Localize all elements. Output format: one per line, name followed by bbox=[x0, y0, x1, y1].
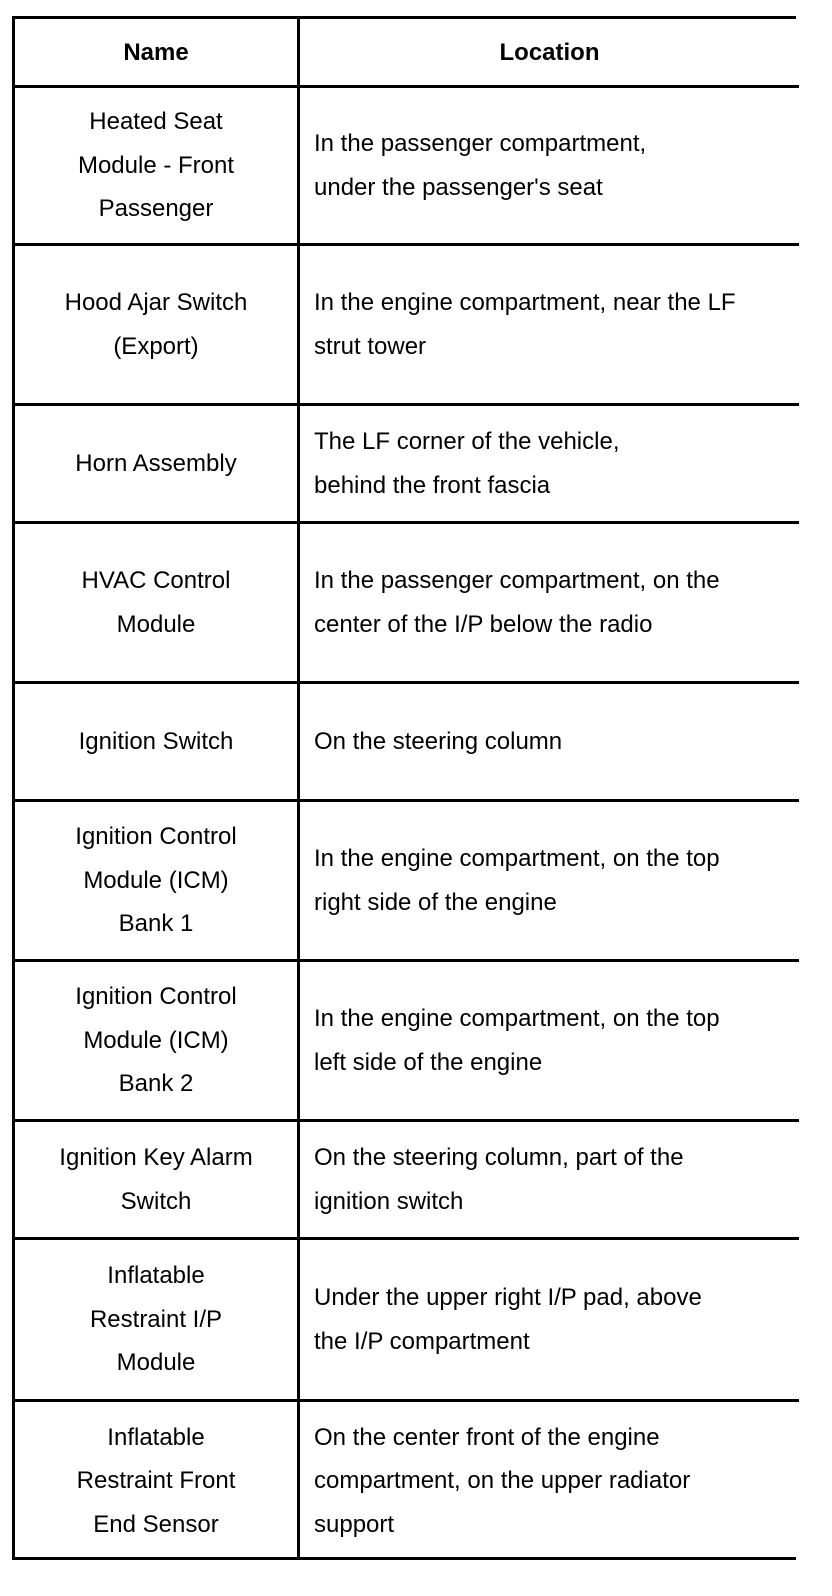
component-name: Inflatable Restraint Front End Sensor bbox=[76, 1423, 236, 1538]
component-location: On the steering column, part of the ignition switch bbox=[314, 1144, 684, 1215]
component-name: Ignition Control Module (ICM) Bank 1 bbox=[75, 823, 237, 938]
table-row bbox=[15, 403, 799, 521]
component-location: In the passenger compartment, on the center of the I/P below the radio bbox=[314, 567, 720, 638]
component-name: Horn Assembly bbox=[75, 449, 237, 477]
component-name: Ignition Control Module (ICM) Bank 2 bbox=[75, 983, 237, 1098]
component-location: In the passenger compartment, under the passenger's seat bbox=[314, 130, 647, 201]
component-location: In the engine compartment, on the top left side of the engine bbox=[314, 1005, 720, 1076]
table-row bbox=[15, 521, 799, 681]
component-name: HVAC Control Module bbox=[81, 567, 231, 638]
component-location: In the engine compartment, on the top right side of the engine bbox=[314, 845, 720, 916]
header-location: Location bbox=[499, 39, 600, 67]
table-row bbox=[15, 959, 799, 1119]
component-location: On the steering column bbox=[314, 727, 563, 755]
component-location: In the engine compartment, near the LF strut tower bbox=[314, 289, 736, 360]
component-name: Ignition Switch bbox=[78, 727, 234, 755]
component-name: Heated Seat Module - Front Passenger bbox=[77, 108, 235, 223]
table-row bbox=[15, 799, 799, 959]
component-location: Under the upper right I/P pad, above the I/P compartment bbox=[314, 1284, 702, 1355]
component-location-table bbox=[12, 16, 796, 1560]
table-row bbox=[15, 1237, 799, 1399]
component-location: The LF corner of the vehicle, behind the front fascia bbox=[314, 428, 620, 499]
component-name: Hood Ajar Switch (Export) bbox=[64, 289, 248, 360]
component-name: Inflatable Restraint I/P Module bbox=[89, 1262, 223, 1377]
table-row bbox=[15, 243, 799, 403]
table-row bbox=[15, 681, 799, 799]
table-row bbox=[15, 1399, 799, 1560]
header-name: Name bbox=[123, 39, 189, 67]
component-name: Ignition Key Alarm Switch bbox=[59, 1144, 253, 1215]
table-row bbox=[15, 1119, 799, 1237]
table-row bbox=[15, 85, 799, 243]
component-location: On the center front of the engine compartment, on the upper radiator support bbox=[314, 1423, 691, 1538]
table-header-row bbox=[15, 19, 799, 87]
